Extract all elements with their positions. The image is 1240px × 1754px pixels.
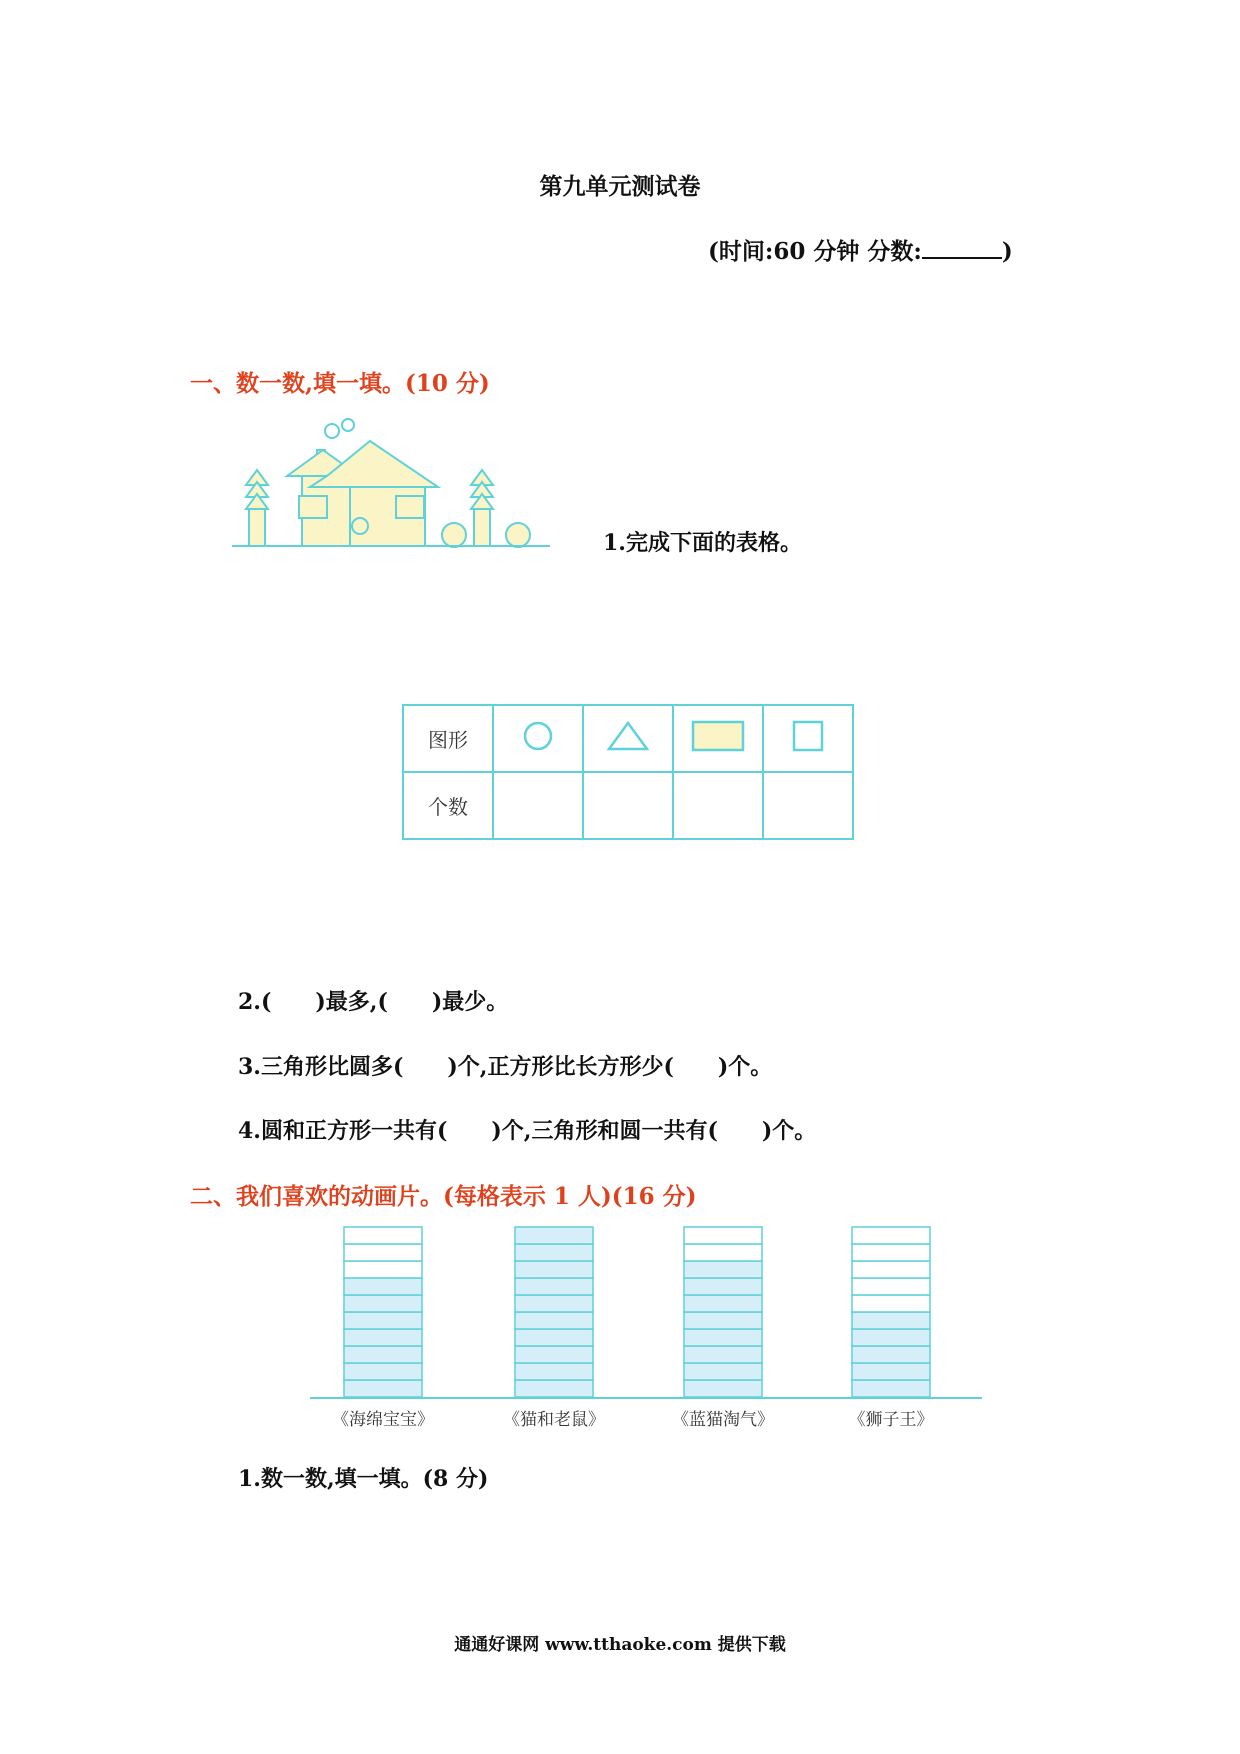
chart-cell-filled (852, 1329, 930, 1346)
house-illustration (232, 418, 562, 550)
count-cell-circle[interactable] (493, 772, 583, 839)
q2-text-c: )最少。 (431, 989, 509, 1015)
score-blank[interactable] (922, 239, 1002, 259)
circle-cell (493, 705, 583, 772)
chart-cell-filled (344, 1329, 422, 1346)
chart-cell-filled (344, 1295, 422, 1312)
chart-category-label: 《蓝猫淘气》 (672, 1410, 774, 1430)
page-title: 第九单元测试卷 (539, 173, 701, 200)
rectangle-icon (691, 720, 745, 752)
q4-text-a: 4.圆和正方形一共有( (238, 1118, 448, 1144)
triangle-cell (583, 705, 673, 772)
triangle-icon (606, 720, 650, 752)
chart-cell-empty (684, 1244, 762, 1261)
q2-text-b: )最多,( (315, 989, 388, 1015)
chart-cell-filled (684, 1380, 762, 1397)
chart-cell-filled (344, 1363, 422, 1380)
row-label-shape: 图形 (403, 705, 493, 772)
q2-text-a: 2.( (238, 989, 272, 1015)
chart-cell-filled (684, 1278, 762, 1295)
chart-cell-empty (684, 1227, 762, 1244)
chart-bar (515, 1227, 593, 1397)
chart-bar (344, 1227, 422, 1397)
row-label-count: 个数 (403, 772, 493, 839)
chart-cell-filled (515, 1295, 593, 1312)
chart-cell-filled (515, 1244, 593, 1261)
chart-cell-filled (515, 1261, 593, 1278)
chart-category-label: 《狮子王》 (848, 1410, 934, 1430)
chart-cell-filled (344, 1278, 422, 1295)
q3-text-c: )个。 (717, 1054, 773, 1080)
cartoon-chart (300, 1220, 1000, 1440)
chart-cell-empty (852, 1244, 930, 1261)
chart-cell-empty (344, 1261, 422, 1278)
rectangle-cell (673, 705, 763, 772)
chart-cell-empty (344, 1244, 422, 1261)
section1-q2 (238, 985, 508, 1016)
chart-cell-empty (852, 1261, 930, 1278)
shapes-table (402, 704, 854, 840)
table-row (403, 705, 853, 772)
chart-cell-filled (515, 1227, 593, 1244)
time-score-line (708, 233, 1013, 266)
table-row (403, 772, 853, 839)
q4-text-b: )个,三角形和圆一共有( (491, 1118, 718, 1144)
count-cell-square[interactable] (763, 772, 853, 839)
chart-category-label: 《海绵宝宝》 (332, 1410, 434, 1430)
footer-credit: 通通好课网 www.tthaoke.com 提供下载 (454, 1635, 786, 1655)
chart-cell-filled (684, 1346, 762, 1363)
chart-cell-empty (852, 1227, 930, 1244)
chart-cell-filled (515, 1278, 593, 1295)
chart-cell-filled (684, 1295, 762, 1312)
chart-cell-filled (852, 1380, 930, 1397)
chart-cell-empty (344, 1227, 422, 1244)
count-cell-triangle[interactable] (583, 772, 673, 839)
chart-cell-filled (515, 1380, 593, 1397)
chart-cell-filled (344, 1346, 422, 1363)
section1-q1: 1.完成下面的表格。 (603, 530, 802, 556)
chart-cell-filled (344, 1380, 422, 1397)
q4-text-c: )个。 (761, 1118, 817, 1144)
chart-cell-filled (344, 1312, 422, 1329)
chart-cell-filled (515, 1329, 593, 1346)
q3-text-a: 3.三角形比圆多( (238, 1054, 404, 1080)
square-icon (792, 720, 824, 752)
chart-cell-filled (515, 1346, 593, 1363)
chart-cell-filled (852, 1346, 930, 1363)
chart-category-label: 《猫和老鼠》 (503, 1410, 605, 1430)
section1-heading: 一、数一数,填一填。(10 分) (190, 370, 490, 397)
chart-cell-filled (684, 1261, 762, 1278)
section2-q1: 1.数一数,填一填。(8 分) (238, 1466, 489, 1492)
section1-q3 (238, 1050, 772, 1081)
section1-q4 (238, 1114, 816, 1145)
chart-cell-empty (852, 1278, 930, 1295)
section2-heading: 二、我们喜欢的动画片。(每格表示 1 人)(16 分) (190, 1183, 697, 1210)
chart-cell-filled (515, 1363, 593, 1380)
time-score-end: ) (1001, 238, 1013, 265)
chart-cell-filled (515, 1312, 593, 1329)
square-cell (763, 705, 853, 772)
circle-icon (522, 720, 554, 752)
q3-text-b: )个,正方形比长方形少( (447, 1054, 674, 1080)
chart-cell-filled (684, 1312, 762, 1329)
chart-bar (852, 1227, 930, 1397)
count-cell-rectangle[interactable] (673, 772, 763, 839)
chart-cell-filled (684, 1363, 762, 1380)
time-score-text: (时间:60 分钟 分数: (708, 238, 922, 265)
chart-cell-filled (684, 1329, 762, 1346)
chart-cell-empty (852, 1295, 930, 1312)
chart-cell-filled (852, 1312, 930, 1329)
chart-cell-filled (852, 1363, 930, 1380)
chart-bar (684, 1227, 762, 1397)
